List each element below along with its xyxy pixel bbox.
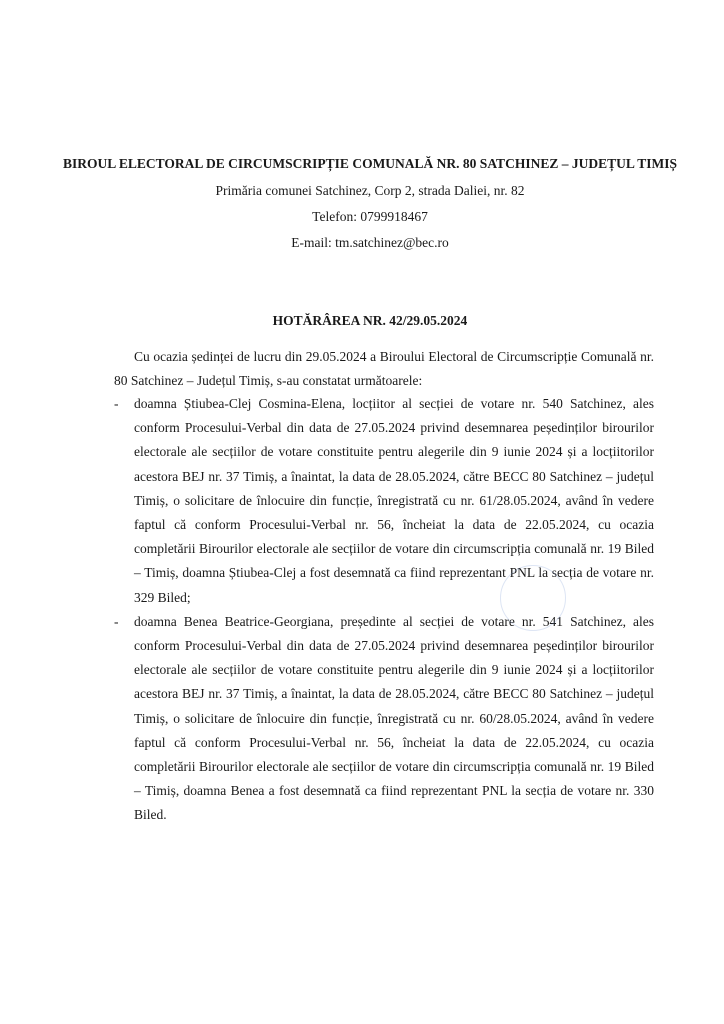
office-email: E-mail: tm.satchinez@bec.ro — [291, 235, 449, 250]
findings-list — [114, 392, 654, 828]
document-header — [60, 155, 680, 251]
electoral-office-title: BIROUL ELECTORAL DE CIRCUMSCRIPȚIE COMUNALĂ NR. 80 SATCHINEZ – JUDEȚUL TIMIȘ — [63, 156, 677, 171]
list-dash: - — [114, 613, 119, 629]
faint-stamp-mark — [500, 565, 566, 631]
intro-text: Cu ocazia ședinței de lucru din 29.05.2024 a Biroului Electoral de Circumscripție Comunală nr. 80 Satchinez – Județul Timiș, s-au constatat următoarele: — [114, 349, 654, 388]
office-phone: Telefon: 0799918467 — [312, 209, 428, 224]
list-item — [114, 610, 654, 828]
list-item — [114, 392, 654, 610]
list-item-text: doamna Știubea-Clej Cosmina-Elena, locțiitor al secției de votare nr. 540 Satchinez, ales conform Procesului-Verbal din data de 27.05.2024 privind desemnarea peședinților birourilor electorale ale secțiilor de votare constituite pentru alegerile din 9 iunie 2024 și a locțiitorilor acestora BEJ nr. 37 Timiș, a înaintat, la data de 28.05.2024, către BECC 80 Satchinez – județul Timiș, o solicitare de înlocuire din funcție, înregistrată cu nr. 61/28.05.2024, având în vedere faptul că conform Procesului-Verbal nr. 56, încheiat la data de 22.05.2024, cu ocazia completării Birourilor electorale ale secțiilor de votare din circumscripția comunală nr. 19 Biled – Timiș, doamna Știubea-Clej a fost desemnată ca fiind reprezentant PNL la secția de votare nr. 329 Biled; — [134, 396, 654, 605]
office-address: Primăria comunei Satchinez, Corp 2, strada Daliei, nr. 82 — [215, 183, 525, 198]
list-dash: - — [114, 396, 119, 411]
decision-title: HOTĂRÂREA NR. 42/29.05.2024 — [272, 313, 468, 328]
intro-paragraph — [114, 345, 654, 393]
list-item-text: doamna Benea Beatrice-Georgiana, președinte al secției de votare nr. 541 Satchinez, ales conform Procesului-Verbal din data de 27.05.2024 privind desemnarea peședinților birourilor electorale ale secțiilor de votare constituite pentru alegerile din 9 iunie 2024 și a locțiitorilor acestora BEJ nr. 37 Timiș, a înaintat, la data de 28.05.2024, către BECC 80 Satchinez – județul Timiș, o solicitare de înlocuire din funcție, înregistrată cu nr. 60/28.05.2024, având în vedere faptul că conform Procesului-Verbal nr. 56, încheiat la data de 22.05.2024, cu ocazia completării Birourilor electorale ale secțiilor de votare din circumscripția comunală nr. 19 Biled – Timiș, doamna Benea a fost desemnată ca fiind reprezentant PNL la secția de votare nr. 330 Biled. — [134, 613, 654, 823]
